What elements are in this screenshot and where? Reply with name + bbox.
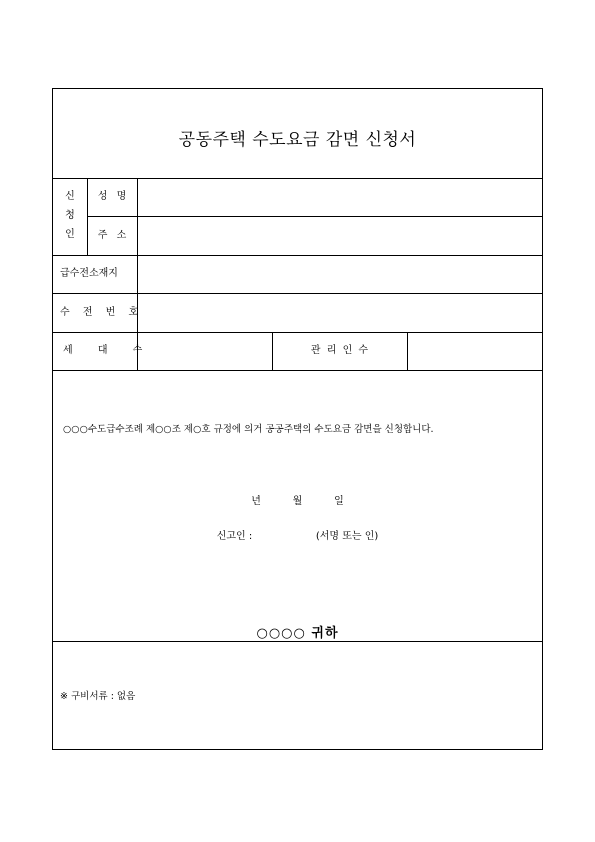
application-form — [52, 88, 543, 750]
attachments-note: ※ 구비서류 : 없음 — [60, 691, 136, 702]
households-label: 세 대 수 — [63, 345, 143, 356]
divider — [53, 641, 542, 642]
addressee: ○○○○ 귀하 — [256, 626, 339, 641]
divider — [53, 370, 542, 371]
name-field[interactable] — [138, 179, 542, 216]
residents-label: 관 리 인 수 — [310, 345, 369, 356]
applicant-label: 신 청 인 — [65, 191, 75, 240]
supply-address-label: 급수전소재지 — [60, 268, 118, 279]
households-field[interactable] — [138, 333, 271, 370]
supply-address-field[interactable] — [138, 256, 542, 293]
residents-field[interactable] — [408, 333, 542, 370]
application-statement: ○○○수도급수조례 제○○조 제○호 규정에 의거 공공주택의 수도요금 감면을 신청합니다. — [63, 424, 434, 435]
meter-number-field[interactable] — [138, 294, 542, 332]
date-line: 년 월 일 — [251, 496, 344, 507]
address-field[interactable] — [138, 217, 542, 254]
name-label: 성 명 — [97, 191, 127, 202]
meter-number-label: 수 전 번 호 — [60, 307, 139, 318]
form-title: 공동주택 수도요금 감면 신청서 — [178, 130, 417, 150]
applicant-signature-line: 신고인 : (서명 또는 인) — [216, 531, 379, 542]
divider — [87, 178, 88, 255]
address-label: 주 소 — [97, 230, 127, 241]
